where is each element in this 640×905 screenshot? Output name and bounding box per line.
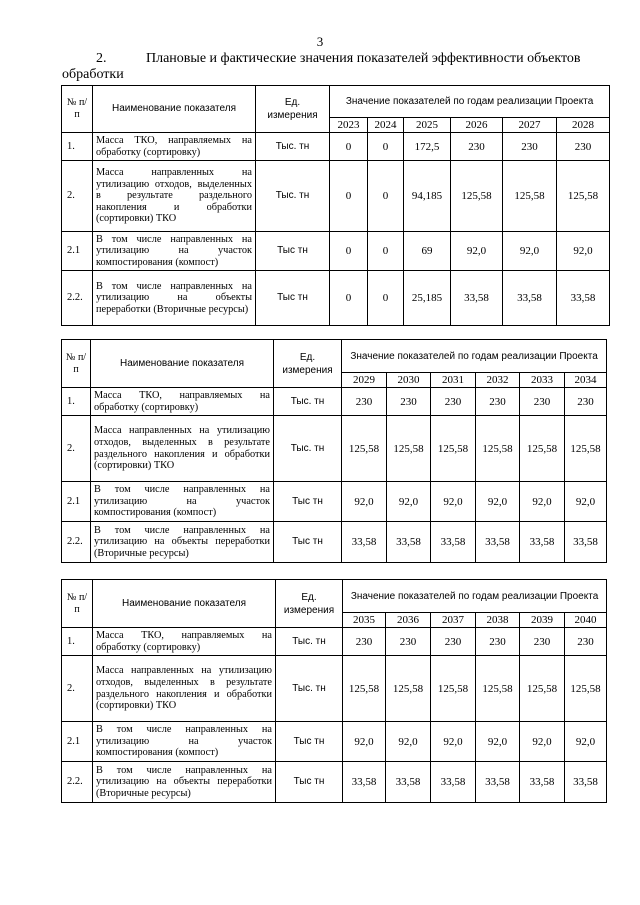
row-value: 92,0	[431, 482, 476, 522]
row-value: 33,58	[342, 522, 387, 563]
year-header: 2024	[368, 118, 404, 133]
row-unit: Тыс. тн	[256, 133, 330, 161]
row-value: 33,58	[557, 271, 610, 326]
header-values-title: Значение показателей по годам реализации Проекта	[342, 340, 607, 373]
row-number: 2.1	[62, 482, 91, 522]
indicators-table-2029-2034	[61, 339, 607, 563]
row-value: 172,5	[404, 133, 451, 161]
row-value: 0	[330, 271, 368, 326]
year-header: 2031	[431, 373, 476, 388]
year-header: 2030	[387, 373, 431, 388]
row-value: 92,0	[386, 722, 431, 762]
row-value: 230	[520, 628, 565, 656]
year-header: 2040	[565, 613, 607, 628]
table-row	[62, 722, 607, 762]
table-row	[62, 628, 607, 656]
row-unit: Тыс тн	[256, 232, 330, 271]
header-number: № п/п	[62, 86, 93, 133]
row-value: 33,58	[520, 762, 565, 803]
row-indicator-name: В том числе направленных на утилизацию на участок компостирования (компост)	[93, 232, 256, 271]
row-value: 33,58	[431, 762, 476, 803]
row-value: 125,58	[520, 416, 565, 482]
year-header: 2025	[404, 118, 451, 133]
row-value: 33,58	[565, 522, 607, 563]
indicators-table-2035-2040	[61, 579, 607, 803]
year-header: 2033	[520, 373, 565, 388]
row-value: 125,58	[565, 416, 607, 482]
table-row	[62, 522, 607, 563]
row-number: 2.1	[62, 232, 93, 271]
row-value: 125,58	[503, 161, 557, 232]
table-row	[62, 416, 607, 482]
row-indicator-name: В том числе направленных на утилизацию на объекты переработки (Вторичные ресурсы)	[93, 762, 276, 803]
table-row	[62, 232, 610, 271]
year-header: 2026	[451, 118, 503, 133]
row-indicator-name: Масса направленных на утилизацию отходов, выделенных в результате раздельного накопления и обработки (сортировки) ТКО	[93, 161, 256, 232]
header-number: № п/п	[62, 340, 91, 388]
row-value: 92,0	[565, 722, 607, 762]
row-value: 33,58	[520, 522, 565, 563]
row-value: 125,58	[386, 656, 431, 722]
row-indicator-name: Масса ТКО, направляемых на обработку (сортировку)	[91, 388, 274, 416]
row-value: 230	[386, 628, 431, 656]
row-value: 33,58	[387, 522, 431, 563]
row-value: 33,58	[386, 762, 431, 803]
row-value: 0	[368, 271, 404, 326]
row-value: 92,0	[342, 482, 387, 522]
table-row	[62, 482, 607, 522]
row-indicator-name: Масса направленных на утилизацию отходов, выделенных в результате раздельного накопления и обработки (сортировки) ТКО	[91, 416, 274, 482]
row-value: 94,185	[404, 161, 451, 232]
year-header: 2034	[565, 373, 607, 388]
row-number: 2.	[62, 161, 93, 232]
row-unit: Тыс тн	[256, 271, 330, 326]
row-value: 0	[368, 232, 404, 271]
row-unit: Тыс тн	[276, 722, 343, 762]
row-value: 92,0	[557, 232, 610, 271]
row-indicator-name: Масса ТКО, направляемых на обработку (сортировку)	[93, 133, 256, 161]
row-value: 0	[330, 232, 368, 271]
row-number: 2.2.	[62, 762, 93, 803]
row-value: 92,0	[343, 722, 386, 762]
year-header: 2036	[386, 613, 431, 628]
row-value: 25,185	[404, 271, 451, 326]
year-header: 2027	[503, 118, 557, 133]
row-value: 125,58	[387, 416, 431, 482]
row-value: 92,0	[451, 232, 503, 271]
page-number: 3	[316, 34, 324, 49]
row-value: 230	[387, 388, 431, 416]
year-header: 2038	[476, 613, 520, 628]
header-unit: Ед. измерения	[274, 340, 342, 388]
row-unit: Тыс. тн	[274, 388, 342, 416]
row-value: 33,58	[343, 762, 386, 803]
row-value: 125,58	[557, 161, 610, 232]
row-number: 2.2.	[62, 271, 93, 326]
row-value: 33,58	[431, 522, 476, 563]
row-unit: Тыс. тн	[274, 416, 342, 482]
row-number: 1.	[62, 388, 91, 416]
row-number: 2.2.	[62, 522, 91, 563]
row-indicator-name: В том числе направленных на утилизацию на участок компостирования (компост)	[93, 722, 276, 762]
row-value: 92,0	[520, 482, 565, 522]
row-value: 33,58	[503, 271, 557, 326]
header-values-title: Значение показателей по годам реализации Проекта	[343, 580, 607, 613]
row-value: 230	[431, 388, 476, 416]
header-indicator-name: Наименование показателя	[91, 340, 274, 388]
table-row	[62, 161, 610, 232]
row-number: 2.	[62, 416, 91, 482]
section-title: Плановые и фактические значения показателей эффективности объектов	[146, 51, 581, 66]
table-row	[62, 271, 610, 326]
row-unit: Тыс тн	[276, 762, 343, 803]
year-header: 2032	[476, 373, 520, 388]
table-row	[62, 656, 607, 722]
year-header: 2029	[342, 373, 387, 388]
row-value: 125,58	[476, 656, 520, 722]
header-indicator-name: Наименование показателя	[93, 580, 276, 628]
row-value: 230	[520, 388, 565, 416]
row-unit: Тыс тн	[274, 482, 342, 522]
row-number: 1.	[62, 133, 93, 161]
year-header: 2023	[330, 118, 368, 133]
row-value: 125,58	[431, 416, 476, 482]
row-value: 230	[565, 388, 607, 416]
row-indicator-name: Масса направленных на утилизацию отходов, выделенных в результате раздельного накопления и обработки (сортировки) ТКО	[93, 656, 276, 722]
row-value: 125,58	[565, 656, 607, 722]
row-value: 0	[368, 161, 404, 232]
row-indicator-name: В том числе направленных на утилизацию на участок компостирования (компост)	[91, 482, 274, 522]
section-number: 2.	[96, 51, 107, 66]
year-header: 2035	[343, 613, 386, 628]
row-value: 92,0	[431, 722, 476, 762]
row-value: 230	[342, 388, 387, 416]
row-number: 2.1	[62, 722, 93, 762]
row-value: 0	[330, 133, 368, 161]
header-number: № п/п	[62, 580, 93, 628]
row-value: 92,0	[520, 722, 565, 762]
row-indicator-name: В том числе направленных на утилизацию на объекты переработки (Вторичные ресурсы)	[93, 271, 256, 326]
row-number: 2.	[62, 656, 93, 722]
row-unit: Тыс. тн	[276, 656, 343, 722]
row-value: 92,0	[503, 232, 557, 271]
row-value: 125,58	[520, 656, 565, 722]
row-value: 125,58	[343, 656, 386, 722]
row-value: 92,0	[387, 482, 431, 522]
row-indicator-name: Масса ТКО, направляемых на обработку (сортировку)	[93, 628, 276, 656]
row-value: 92,0	[476, 722, 520, 762]
row-value: 33,58	[451, 271, 503, 326]
row-unit: Тыс тн	[274, 522, 342, 563]
row-value: 125,58	[431, 656, 476, 722]
table-row	[62, 762, 607, 803]
row-value: 0	[330, 161, 368, 232]
row-value: 92,0	[476, 482, 520, 522]
row-value: 230	[451, 133, 503, 161]
header-unit: Ед. измерения	[256, 86, 330, 133]
row-value: 230	[476, 628, 520, 656]
year-header: 2039	[520, 613, 565, 628]
row-unit: Тыс. тн	[276, 628, 343, 656]
row-number: 1.	[62, 628, 93, 656]
row-value: 125,58	[451, 161, 503, 232]
row-value: 230	[476, 388, 520, 416]
indicators-table-2023-2028	[61, 85, 610, 326]
header-unit: Ед. измерения	[276, 580, 343, 628]
row-value: 230	[343, 628, 386, 656]
year-header: 2028	[557, 118, 610, 133]
row-value: 92,0	[565, 482, 607, 522]
row-value: 125,58	[342, 416, 387, 482]
table-row	[62, 388, 607, 416]
row-value: 230	[431, 628, 476, 656]
row-value: 230	[565, 628, 607, 656]
header-values-title: Значение показателей по годам реализации Проекта	[330, 86, 610, 118]
row-value: 125,58	[476, 416, 520, 482]
row-value: 230	[557, 133, 610, 161]
row-value: 33,58	[476, 522, 520, 563]
row-value: 230	[503, 133, 557, 161]
year-header: 2037	[431, 613, 476, 628]
header-indicator-name: Наименование показателя	[93, 86, 256, 133]
table-row	[62, 133, 610, 161]
row-value: 33,58	[565, 762, 607, 803]
row-unit: Тыс. тн	[256, 161, 330, 232]
row-value: 33,58	[476, 762, 520, 803]
row-value: 0	[368, 133, 404, 161]
row-value: 69	[404, 232, 451, 271]
section-title-continuation: обработки	[62, 67, 124, 82]
row-indicator-name: В том числе направленных на утилизацию на объекты переработки (Вторичные ресурсы)	[91, 522, 274, 563]
